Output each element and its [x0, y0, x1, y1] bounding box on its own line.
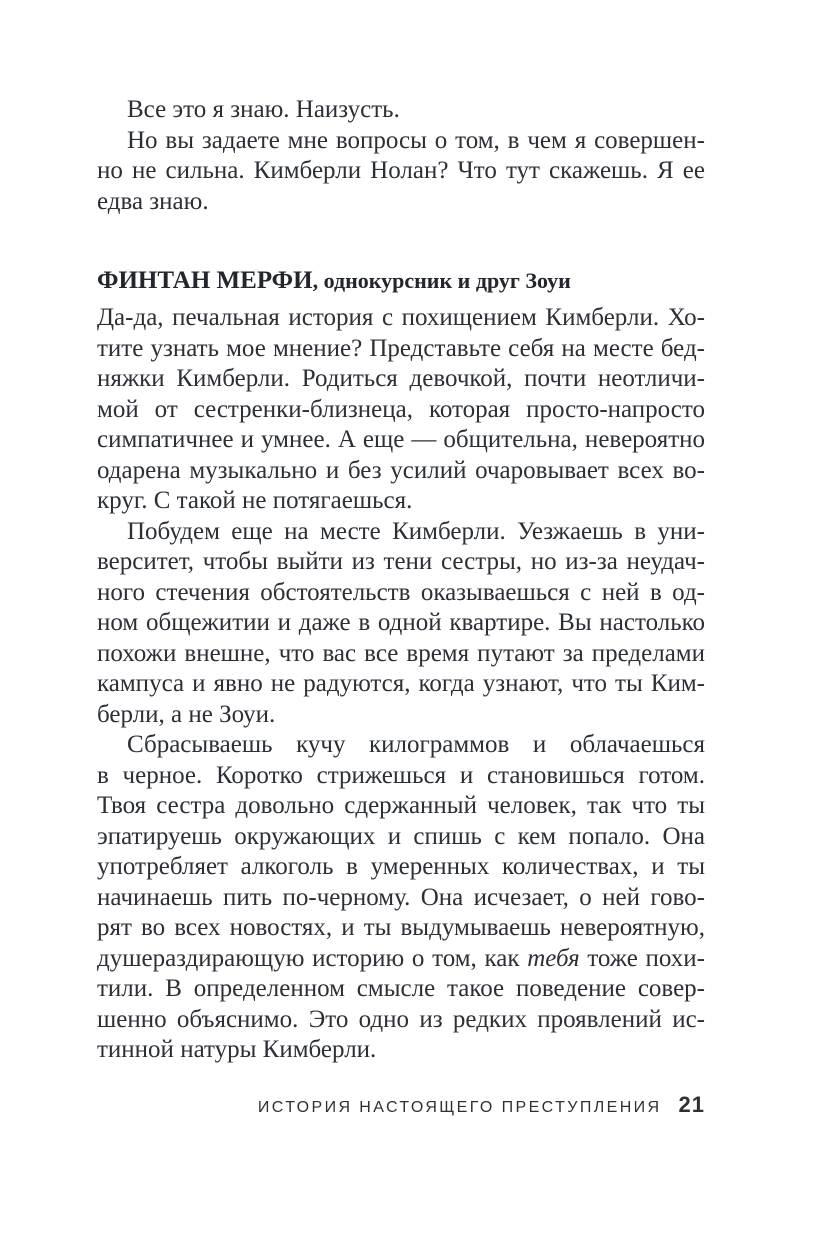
paragraph — [97, 126, 705, 218]
page-number: 21 — [678, 1092, 705, 1117]
intro-paragraphs — [97, 95, 705, 217]
text-line: Да-да, печальная история с похищением Кимберли. Хо- — [97, 304, 705, 331]
text-line: берли, а не Зоуи. — [97, 700, 276, 728]
text-line: но не сильна. Кимберли Нолан? Что тут скажешь. Я ее — [97, 157, 705, 184]
paragraph — [97, 303, 705, 517]
text-line: употребляет алкоголь в умеренных количествах, и ты — [97, 853, 705, 880]
speaker-name: ФИНТАН МЕРФИ — [97, 267, 313, 294]
text-line: тинной натуры Кимберли. — [97, 1036, 377, 1063]
body-paragraphs — [97, 303, 705, 1066]
text-line: начинаешь пить по-черному. Она исчезает, о ней гово- — [97, 883, 705, 911]
text-line: Но вы задаете мне вопросы о том, в чем я совершен- — [127, 126, 705, 154]
paragraph — [97, 95, 705, 126]
text-line: ном общежитии и даже в одной квартире. Вы настолько — [97, 609, 705, 636]
page-footer — [97, 1092, 705, 1118]
text-line: тили. В определенном смысле такое поведение совер- — [97, 975, 705, 1002]
text-line: похожи внешне, что вас все время путают за пределами — [97, 639, 705, 667]
text-line: верситет, чтобы выйти из тени сестры, но из-за неудач- — [97, 548, 705, 575]
text-line: няжки Кимберли. Родиться девочкой, почти неотличи- — [97, 365, 705, 392]
text-line: в черное. Коротко стрижешься и становишься готом. — [97, 761, 705, 789]
text-line: шенно объяснимо. Это одно из редких проявлений ис- — [97, 1005, 705, 1033]
speaker-role: , однокурсник и друг Зоуи — [312, 268, 571, 293]
text-line: тите узнать мое мнение? Представьте себя на месте бед- — [97, 334, 705, 362]
text-line: круг. С такой не потягаешься. — [97, 487, 413, 514]
text-line: рят во всех новостях, и ты выдумываешь невероятную, — [97, 914, 705, 941]
text-line: эпатируешь окружающих и спишь с кем попало. Она — [97, 822, 705, 850]
text-line: едва знаю. — [97, 187, 209, 215]
text-line: мой от сестренки-близнеца, которая просто-напросто — [97, 395, 705, 423]
text-line: Сбрасываешь кучу килограммов и облачаешься — [127, 731, 705, 758]
text-line: ного стечения обстоятельств оказываешься с ней в од- — [97, 578, 705, 606]
text-line: одарена музыкально и без усилий очаровывает всех во- — [97, 456, 705, 484]
text-line: кампуса и явно не радуются, когда узнают, что ты Ким- — [97, 670, 705, 697]
text-line: Твоя сестра довольно сдержанный человек, так что ты — [97, 792, 705, 819]
paragraph — [97, 730, 705, 1066]
text-line: Побудем еще на месте Кимберли. Уезжаешь в уни- — [127, 517, 705, 545]
text-line: Все это я знаю. Наизусть. — [127, 96, 400, 123]
text-line: симпатичнее и умнее. А еще — общительна, невероятно — [97, 426, 705, 453]
paragraph — [97, 517, 705, 731]
page-body — [97, 95, 705, 1066]
section-heading — [97, 261, 705, 293]
running-title: ИСТОРИЯ НАСТОЯЩЕГО ПРЕСТУПЛЕНИЯ — [257, 1099, 662, 1116]
text-line: душераздирающую историю о том, как тебя тоже похи- — [97, 944, 705, 972]
